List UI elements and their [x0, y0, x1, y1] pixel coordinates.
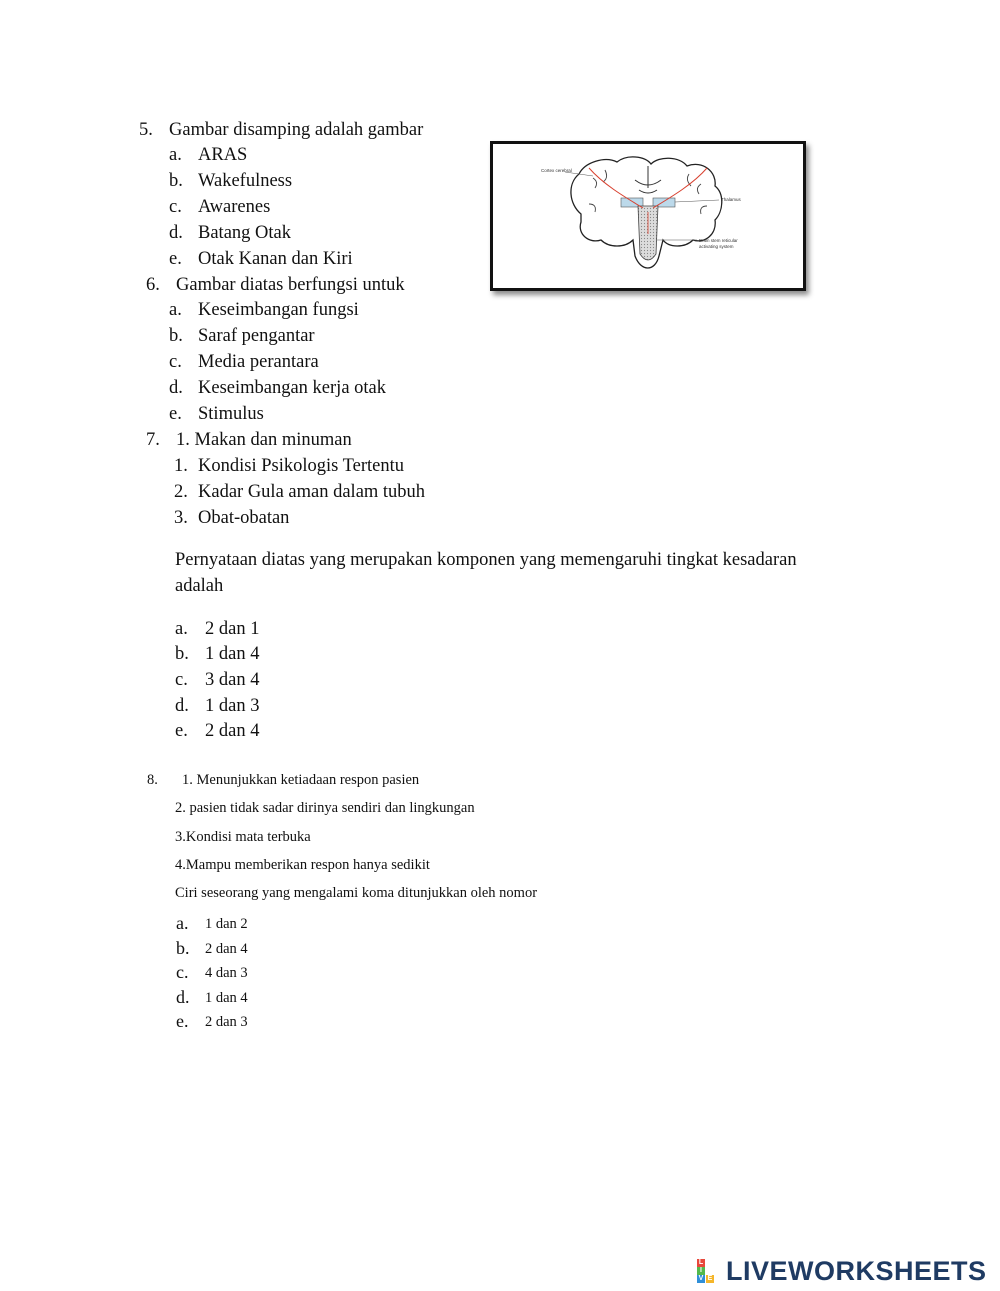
label-brainstem-1: Brain stem reticular — [699, 238, 738, 243]
q7-option-b: 1 dan 4 — [205, 644, 260, 664]
q8-number: 8. — [147, 772, 158, 788]
q8-item-1: 1. Menunjukkan ketiadaan respon pasien — [182, 772, 420, 788]
q8-item-4: 4.Mampu memberikan respon hanya sedikit — [175, 857, 430, 873]
q5-option-c: Awarenes — [198, 197, 271, 217]
logo-block-v: V — [698, 1275, 704, 1282]
q7-option-d-letter: d. — [175, 696, 189, 716]
q5-option-c-letter: c. — [169, 197, 182, 217]
q8-option-b-letter: b. — [176, 938, 190, 958]
q7-item-1: Kondisi Psikologis Tertentu — [198, 456, 404, 476]
q7-item-2: Kadar Gula aman dalam tubuh — [198, 482, 426, 502]
q7-option-b-letter: b. — [175, 644, 189, 664]
q5-option-a-letter: a. — [169, 145, 182, 165]
q7-option-a: 2 dan 1 — [205, 619, 260, 639]
q5-option-a: ARAS — [198, 145, 248, 165]
liveworksheets-logo[interactable] — [697, 1257, 987, 1285]
q8-option-d-letter: d. — [176, 987, 190, 1007]
q8-option-d: 1 dan 4 — [205, 990, 248, 1006]
q5-number: 5. — [139, 120, 153, 140]
q8-option-e: 2 dan 3 — [205, 1014, 248, 1030]
q6-option-a-letter: a. — [169, 300, 182, 320]
brain-diagram — [493, 144, 803, 288]
q7-first-item: 1. Makan dan minuman — [176, 430, 352, 450]
q5-option-b-letter: b. — [169, 171, 183, 191]
q5-option-d-letter: d. — [169, 223, 183, 243]
label-cortex: Cortex cerebral — [541, 168, 572, 173]
q5-option-e-letter: e. — [169, 249, 182, 269]
logo-block-i: I — [697, 1267, 705, 1275]
q7-option-c: 3 dan 4 — [205, 670, 260, 690]
q7-option-d: 1 dan 3 — [205, 696, 260, 716]
q7-option-a-letter: a. — [175, 619, 188, 639]
q8-option-a-letter: a. — [176, 913, 189, 933]
q5-option-e: Otak Kanan dan Kiri — [198, 249, 353, 269]
ventricles — [635, 166, 661, 193]
label-brainstem-2: activating system — [699, 244, 734, 249]
q8-option-a: 1 dan 2 — [205, 916, 248, 932]
logo-text: LIVEWORKSHEETS — [726, 1255, 987, 1286]
q6-option-c-letter: c. — [169, 352, 182, 372]
q6-option-d-letter: d. — [169, 378, 183, 398]
q7-item-3: Obat-obatan — [198, 508, 290, 528]
q7-item-3-num: 3. — [174, 508, 188, 528]
q6-option-e: Stimulus — [198, 404, 264, 424]
q8-item-2: 2. pasien tidak sadar dirinya sendiri dan lingkungan — [175, 800, 475, 816]
q7-item-1-num: 1. — [174, 456, 188, 476]
q6-option-c: Media perantara — [198, 352, 319, 372]
thalamus-leader — [675, 200, 719, 202]
q8-item-3: 3.Kondisi mata terbuka — [175, 829, 311, 845]
q7-option-c-letter: c. — [175, 670, 188, 690]
q7-statement-line1: Pernyataan diatas yang merupakan komponen yang memengaruhi tingkat kesadaran — [175, 550, 797, 570]
q8-question: Ciri seseorang yang mengalami koma ditunjukkan oleh nomor — [175, 885, 538, 901]
q7-option-e-letter: e. — [175, 721, 188, 741]
q7-statement-line2: adalah — [175, 576, 224, 596]
q8-option-e-letter: e. — [176, 1011, 189, 1031]
q7-number: 7. — [146, 430, 160, 450]
label-thalamus: Thalamus — [721, 197, 741, 202]
logo-blocks-icon — [697, 1258, 723, 1284]
aras-brain-figure — [490, 141, 806, 291]
q6-option-b: Saraf pengantar — [198, 326, 315, 346]
q5-option-b: Wakefulness — [198, 171, 293, 191]
q6-number: 6. — [146, 275, 160, 295]
q8-option-c: 4 dan 3 — [205, 965, 248, 981]
logo-block-e: E — [707, 1275, 713, 1282]
logo-block-l: L — [698, 1259, 704, 1266]
q8-option-c-letter: c. — [176, 962, 189, 982]
q6-text: Gambar diatas berfungsi untuk — [176, 275, 405, 295]
q6-option-b-letter: b. — [169, 326, 183, 346]
q8-option-b: 2 dan 4 — [205, 941, 248, 957]
q7-option-e: 2 dan 4 — [205, 721, 260, 741]
q7-item-2-num: 2. — [174, 482, 188, 502]
q6-option-a: Keseimbangan fungsi — [198, 300, 359, 320]
q5-option-d: Batang Otak — [198, 223, 291, 243]
q5-text: Gambar disamping adalah gambar — [169, 120, 424, 140]
q6-option-d: Keseimbangan kerja otak — [198, 378, 387, 398]
q6-option-e-letter: e. — [169, 404, 182, 424]
